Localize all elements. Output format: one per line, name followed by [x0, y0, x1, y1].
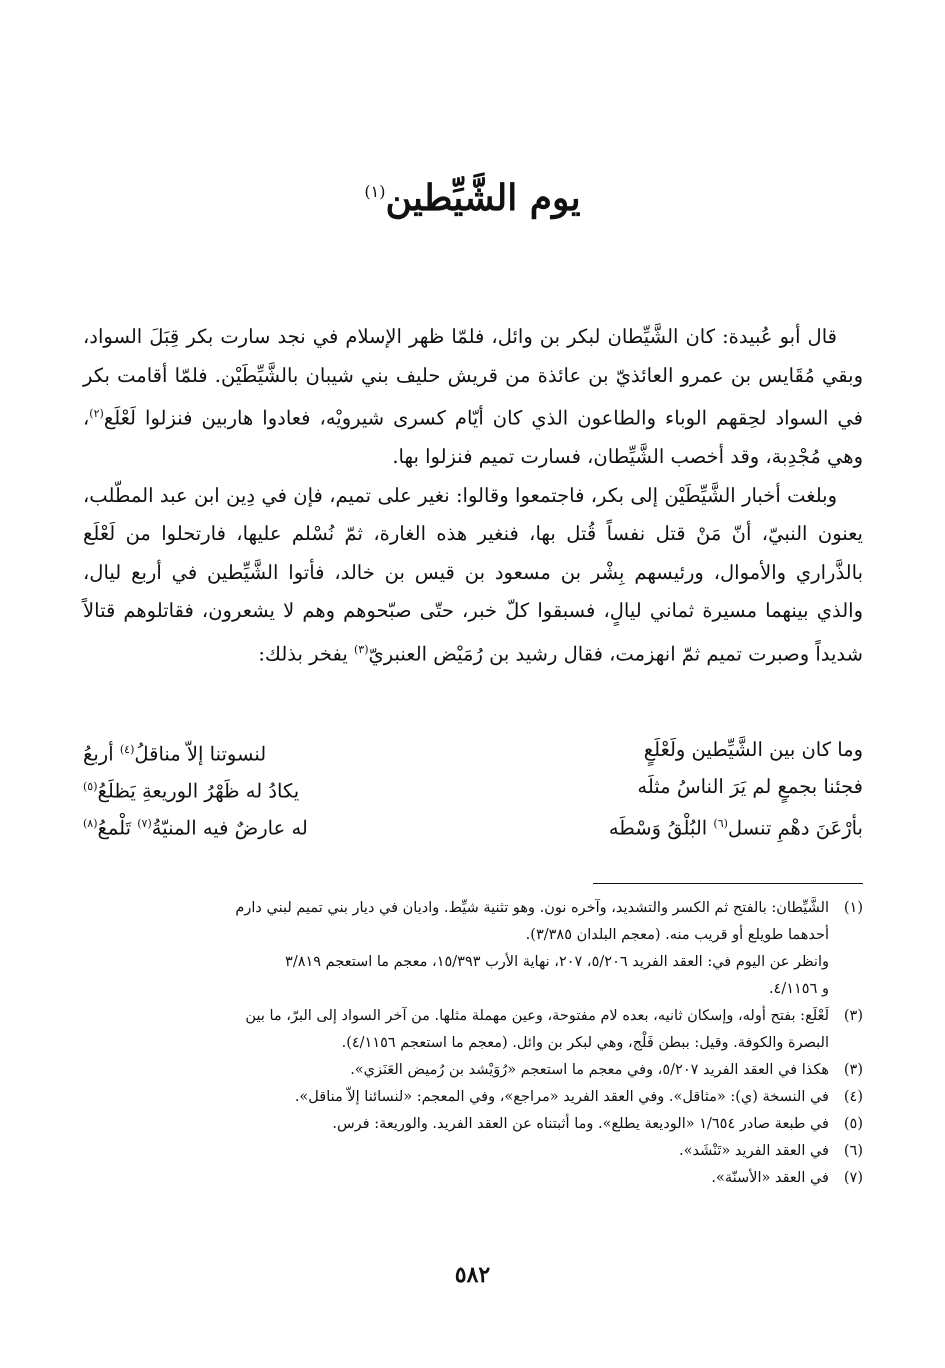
paragraph-text: قال أبو عُبيدة: كان الشَّيِّطان لبكر بن وائل، فلمّا ظهر الإسلام في نجد سارت بكر قِبَلَ السواد، وبقي مُقَايس بن عمرو العائذيّ بن عائذة من قريش حليف بني شيبان بالشَّيِّطَيْن. فلمّا أقامت بكر في السواد لحِقهم الوباء والطاعون الذي كان أيّام كسرى شيرويْه، فعادوا هاربين فنزلوا لَعْلَع	[83, 325, 863, 430]
footnote	[73, 1138, 863, 1165]
footnote-line: لَعْلَع: بفتح أوله، وإسكان ثانيه، بعده لام مفتوحة، وعين مهملة مثلها. من آخر السواد إلى البرّ، ما بين	[245, 1008, 829, 1024]
footnote-line: هكذا في العقد الفريد ٥/٢٠٧، وفي معجم ما استعجم «رُوَيْشد بن رُميض العَنَزي».	[350, 1062, 829, 1078]
footnote-marker: (٣)	[353, 642, 369, 656]
paragraph-text: يفخر بذلك:	[258, 642, 354, 665]
hemistich-text: يكادُ له ظَهْرُ الوريعةِ يَظلَعُ	[97, 779, 300, 803]
footnote-line: في النسخة (ي): «مثاقل». وفي العقد الفريد «مراجع»، وفي المعجم: «لنسائنا إلاّ مناقل».	[294, 1089, 829, 1105]
verse-second-hemistich	[83, 768, 458, 805]
footnote	[73, 1084, 863, 1111]
footnote-marker: (٦)	[713, 817, 728, 830]
verse-second-hemistich	[83, 731, 458, 768]
footnote	[73, 1111, 863, 1138]
footnote	[73, 1057, 863, 1084]
footnote-body	[73, 1165, 829, 1192]
footnote-marker: (٥)	[83, 780, 98, 793]
footnote-number: (٥)	[843, 1116, 863, 1132]
paragraph	[83, 318, 863, 477]
chapter-title-text: يوم الشَّيِّطين	[385, 177, 581, 219]
footnote-number: (٤)	[843, 1089, 863, 1105]
paragraph-text: ، وهي مُجْدِبة، وقد أخصب الشَّيِّطان، فسارت تميم فنزلوا بها.	[83, 406, 863, 468]
footnote-line: وانظر عن اليوم في: العقد الفريد ٥/٢٠٦، ٢٠٧، نهاية الأرب ١٥/٣٩٣، معجم ما استعجم ٣/٨١٩	[285, 954, 829, 970]
hemistich-text: لنسوتنا إلاّ مناقلُ	[134, 742, 267, 766]
hemistich-text: تَلْمعُ	[97, 816, 138, 840]
footnote	[73, 1003, 863, 1057]
hemistich-text: له عارضٌ فيه المنيّةُ	[151, 816, 308, 840]
hemistich-text: فجئنا بجمعٍ لم يَرَ الناسُ مثلَه	[637, 775, 863, 798]
footnote-body	[73, 1057, 829, 1084]
poem-verse	[83, 768, 863, 805]
footnote-line: في طبعة صادر ١/٦٥٤ «الوديعة يطلع». وما أثبتناه عن العقد الفريد. والوريعة: فرس.	[332, 1116, 829, 1132]
footnote-line: في العقد الفريد «تَنْشَد».	[679, 1143, 829, 1159]
paragraph	[83, 477, 863, 674]
hemistich-text: وما كان بين الشَّيِّطين ولَعْلَعٍ	[643, 738, 863, 761]
footnote-marker: (٤)	[119, 743, 135, 756]
verse-first-hemistich	[488, 768, 863, 805]
footnote	[73, 1165, 863, 1192]
footnote-line: في العقد «الأسنّة».	[711, 1170, 829, 1186]
footnote-body	[73, 1003, 829, 1057]
footnote-number: (٧)	[843, 1170, 863, 1186]
footnote-marker: (٨)	[83, 817, 98, 830]
footnote-body	[73, 1111, 829, 1138]
footnote-number: (٣)	[843, 1008, 863, 1024]
footnotes	[73, 895, 863, 1192]
page-number: ٥٨٢	[454, 1262, 491, 1288]
footnote-line: الشَّيِّطان: بالفتح ثم الكسر والتشديد، وآخره نون. وهو تثنية شيِّط. واديان في ديار بني تميم لبني دارم	[235, 900, 829, 916]
footnote-marker: (٢)	[89, 407, 104, 420]
footnote-marker: (٧)	[137, 817, 152, 830]
main-text	[83, 318, 863, 674]
hemistich-text: بأرْعَنَ دهْمٍ تنسل	[727, 816, 863, 840]
footnote-line: أحدهما طويلع أو قريب منه. (معجم البلدان ٣/٣٨٥).	[525, 927, 829, 943]
poem-verse	[83, 731, 863, 768]
poem	[83, 731, 863, 842]
verse-second-hemistich	[83, 805, 458, 842]
paragraph-text: وبلغت أخبار الشَّيِّطَيْن إلى بكر، فاجتمعوا وقالوا: نغير على تميم، فإن في دِين ابن عبد المطّلب، يعنون النبيّ، أنّ مَنْ قتل نفساً قُتل بها، فنغير هذه الغارة، ثمّ نُسْلم عليها، فارتحلوا من لَعْلَع بالذَّراري والأموال، ورئيسهم بِشْر بن مسعود بن قيس بن خالد، فأتوا الشَّيِّطين في أربع ليال، والذي بينهما مسيرة ثماني ليالٍ، فسبقوا كلّ خبر، حتّى صبّحوهم وهم لا يشعرون، فقاتلوهم قتالاً شديداً وصبرت تميم ثمّ انهزمت، فقال رشيد بن رُمَيْض العنبريّ	[83, 483, 863, 665]
footnote-number: (٦)	[843, 1143, 863, 1159]
poem-verse	[83, 805, 863, 842]
footnote-line: و ٤/١١٥٦.	[768, 981, 829, 997]
footnote-number: (١)	[843, 900, 863, 916]
footnote-line: البصرة والكوفة. وقيل: ببطن فَلْج، وهي لبكر بن وائل. (معجم ما استعجم ٤/١١٥٦).	[341, 1035, 829, 1051]
footnote-body	[73, 1138, 829, 1165]
verse-first-hemistich	[488, 731, 863, 768]
verse-first-hemistich	[488, 805, 863, 842]
footnote	[73, 895, 863, 1003]
footnote-separator	[593, 883, 863, 884]
chapter-title	[0, 168, 945, 222]
footnote-body	[73, 1084, 829, 1111]
footnote-body	[73, 895, 829, 1003]
hemistich-text: أربعُ	[83, 742, 120, 766]
title-footnote-marker: (١)	[364, 182, 386, 201]
hemistich-text: البُلْقُ وَسْطَه	[608, 816, 714, 840]
footnote-number: (٣)	[843, 1062, 863, 1078]
